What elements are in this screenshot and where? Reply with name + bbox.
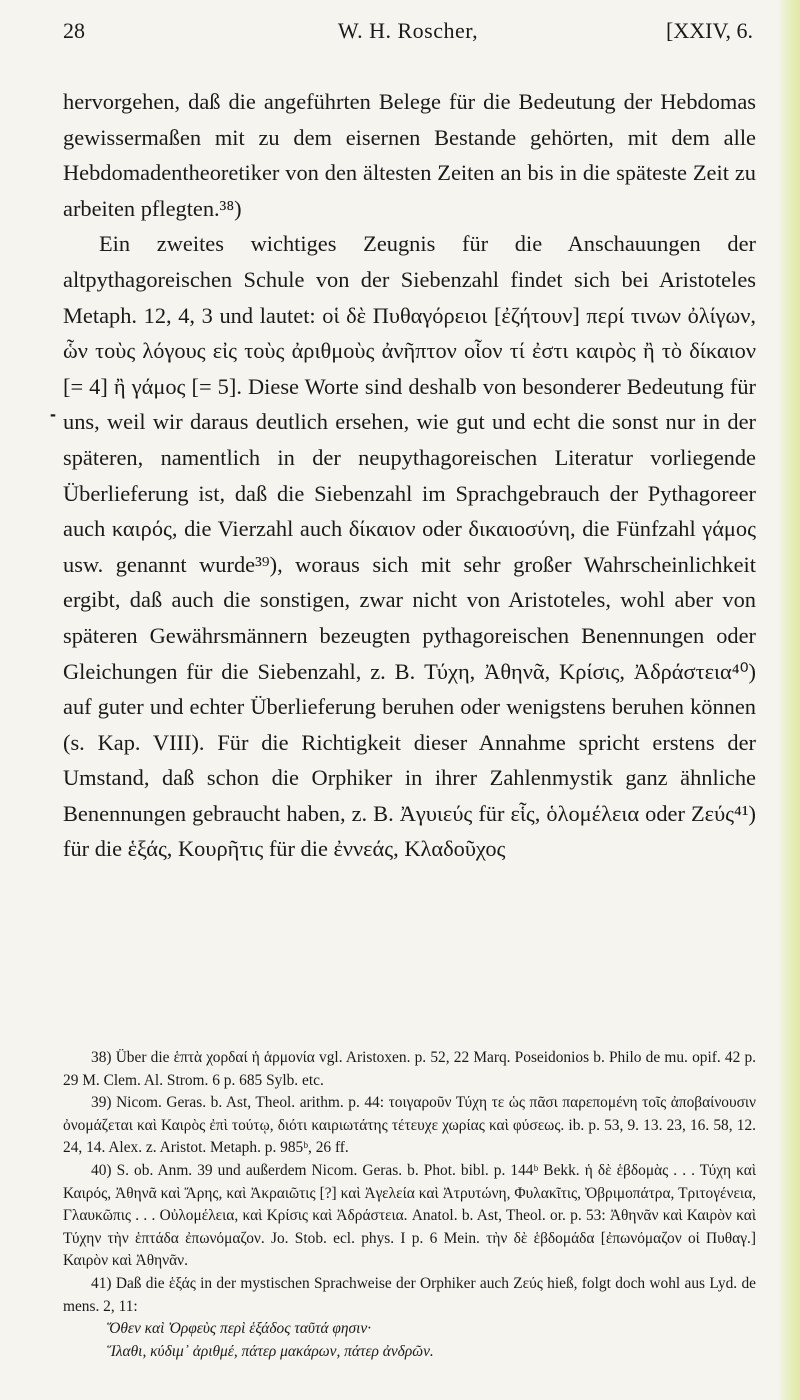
section-marker: [XXIV, 6. xyxy=(666,18,753,43)
footnote-41: 41) Daß die ἑξάς in der mystischen Sprachweise der Orphiker auch Ζεύς hieß, folgt doch wohl aus Lyd. de mens. 2, 11: xyxy=(63,1274,756,1315)
paragraph-2: Ein zweites wichtiges Zeugnis für die Anschauungen der altpythagoreischen Schule von der Siebenzahl findet sich bei Aristoteles Metaph. 12, 4, 3 und lautet: οἱ δὲ Πυθαγόρειοι [ἐζήτουν] περί τινων ὀλίγων, ὧν τοὺς λόγους εἰς τοὺς ἀριθμοὺς ἀνῆπτον οἷον τί ἐστι καιρὸς ἢ τὸ δίκαιον [= 4] ἢ γάμος [= 5]. Diese Worte sind deshalb von besonderer Bedeutung für uns, weil wir daraus deutlich ersehen, wie gut und echt die sonst nur in der späteren, namentlich in der neupythagoreischen Literatur vorliegende Überlieferung ist, daß die Siebenzahl im Sprachgebrauch der Pythagoreer auch καιρός, die Vierzahl auch δίκαιον oder δικαιοσύνη, die Fünfzahl γάμος usw. genannt wurde³⁹), woraus sich mit sehr großer Wahrscheinlichkeit ergibt, daß auch die sonstigen, zwar nicht von Aristoteles, wohl aber von späteren Gewährsmännern bezeugten pythagoreischen Benennungen oder Gleichungen für die Siebenzahl, z. B. Τύχη, Ἀθηνᾶ, Κρίσις, Ἀδράστεια⁴⁰) auf guter und echter Überlieferung beruhen oder wenigstens beruhen können (s. Kap. VIII). Für die Richtigkeit dieser Annahme spricht erstens der Umstand, daß schon die Orphiker in ihrer Zahlenmystik ganz ähnliche Benennungen gebraucht haben, z. B. Ἀγυιεύς für εἷς, ὁλομέλεια oder Ζεύς⁴¹) für die ἑξάς, Κουρῆτις für die ἐννεάς, Κλαδοῦχος xyxy=(63,231,756,862)
running-header xyxy=(63,14,753,48)
margin-mark: - xyxy=(50,404,56,424)
footnotes xyxy=(63,1047,756,1363)
page-number: 28 xyxy=(63,18,85,43)
footnote-38: 38) Über die ἑπτὰ χορδαί ἡ ἁρμονία vgl. Aristoxen. p. 52, 22 Marq. Poseidonios b. Philo de mu. opif. 42 p. 29 M. Clem. Al. Strom. 6 p. 685 Sylb. etc. xyxy=(63,1049,756,1089)
author-name: W. H. Roscher, xyxy=(337,18,479,43)
page-edge xyxy=(778,0,800,1400)
verse-line-1: Ὅθεν καὶ Ὀρφεὺς περὶ ἑξάδος ταῦτά φησιν· xyxy=(107,1320,372,1338)
footnote-39: 39) Nicom. Geras. b. Ast, Theol. arithm. p. 44: τοιγαροῦν Τύχη τε ὡς πᾶσι παρεπομένη τοῖς ἀποβαίνουσιν ὀνομάζεται καὶ Καιρὸς ἐπὶ τούτῳ, διότι καιριωτάτης τέτευχε χωρίας καὶ φύσεως. ib. p. 53, 9. 13. 23, 16. 58, 12. 24, 14. Alex. z. Aristot. Metaph. p. 985ᵇ, 26 ff. xyxy=(63,1094,756,1157)
paragraph-1: hervorgehen, daß die angeführten Belege für die Bedeutung der Hebdomas gewissermaßen mit zu dem eisernen Bestande gehörten, mit dem alle Hebdomadentheoretiker von den ältesten Zeiten an bis in die späteste Zeit zu arbeiten pflegten.³⁸) xyxy=(63,89,756,221)
main-text xyxy=(63,84,756,867)
footnote-40: 40) S. ob. Anm. 39 und außerdem Nicom. Geras. b. Phot. bibl. p. 144ᵇ Bekk. ἡ δὲ ἑβδομὰς . . . Τύχη καὶ Καιρός, Ἀθηνᾶ καὶ Ἄρης, καὶ Ἀκραιῶτις [?] καὶ Ἀγελεία καὶ Ἀτρυτώνη, Φυλακῖτις, Ὀβριμοπάτρα, Τριτογένεια, Γλαυκῶπις . . . Οὐλομέλεια, καὶ Κρίσις καὶ Ἀδράστεια. Anatol. b. Ast, Theol. or. p. 53: Ἀθηνᾶν καὶ Καιρὸν καὶ Τύχην τὴν ἑπτάδα ἐπωνόμαζον. Jo. Stob. ecl. phys. I p. 6 Mein. τὴν δὲ ἑβδομάδα [ἐπωνόμαζον οἱ Πυθαγ.] Καιρὸν καὶ Ἀθηνᾶν. xyxy=(63,1161,756,1270)
verse-line-2: Ἵλαθι, κύδιμ᾽ ἀριθμέ, πάτερ μακάρων, πάτερ ἀνδρῶν. xyxy=(107,1342,434,1360)
